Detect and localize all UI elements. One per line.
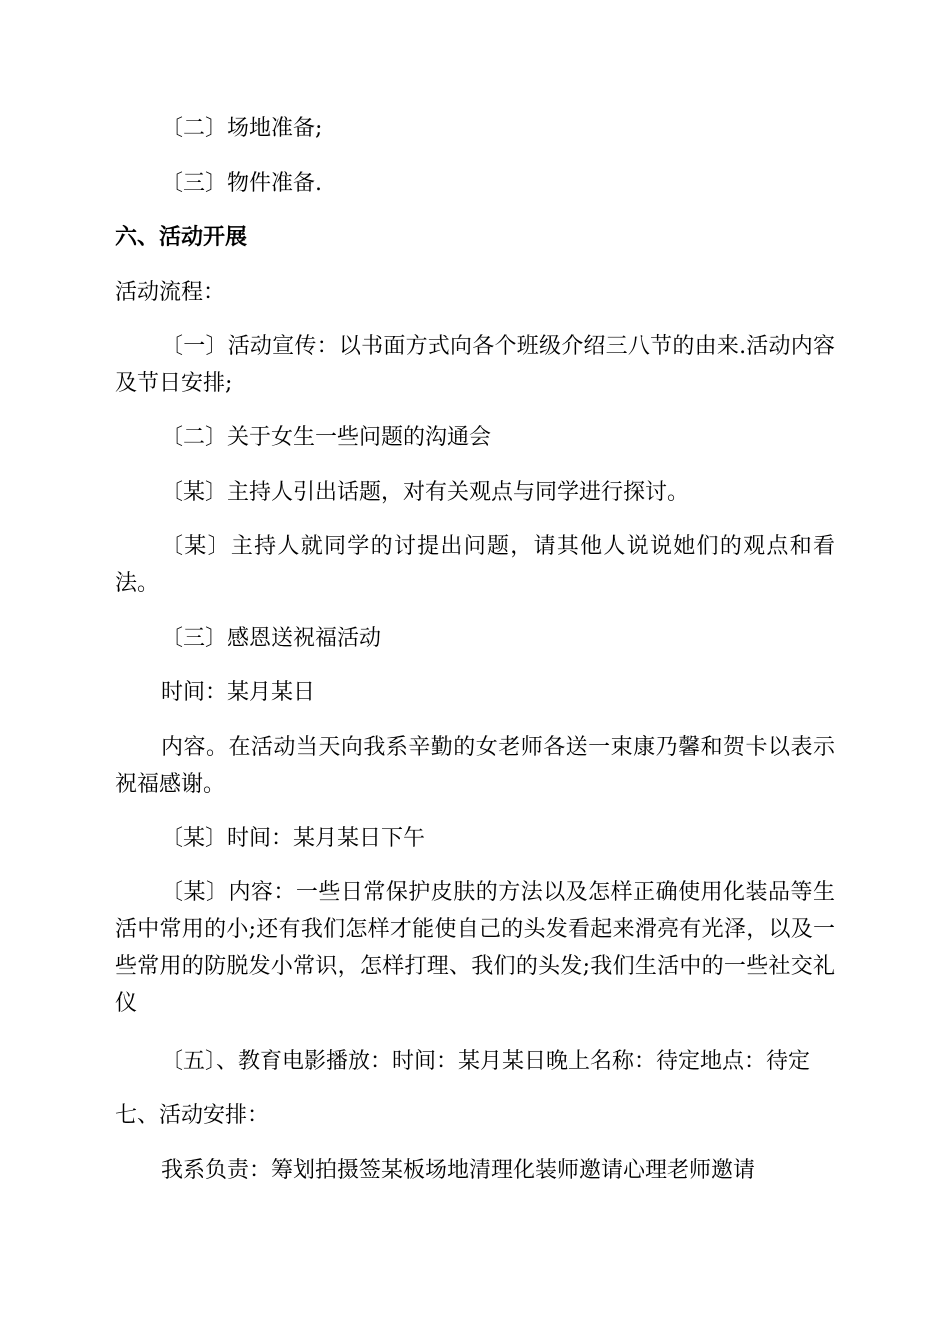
department-responsibility-line: 我系负责：筹划拍摄签某板场地清理化装师邀请心理老师邀请 xyxy=(161,1158,756,1183)
activity-flow-label: 活动流程： xyxy=(115,280,226,305)
section-heading-arrangements: 七、活动安排： xyxy=(115,1103,270,1128)
afternoon-time-line: 〔某〕时间：某月某日下午 xyxy=(161,826,426,851)
time-line: 时间：某月某日 xyxy=(161,680,316,705)
communication-meeting-line: 〔二〕关于女生一些问题的沟通会 xyxy=(161,425,492,450)
content-paragraph: 内容。在活动当天向我系辛勤的女老师各送一束康乃馨和贺卡以表示祝福感谢。 xyxy=(115,735,835,797)
section-heading-activities: 六、活动开展 xyxy=(115,224,248,250)
host-topic-line: 〔某〕主持人引出话题，对有关观点与同学进行探讨。 xyxy=(161,480,690,505)
skincare-content-paragraph: 〔某〕内容：一些日常保护皮肤的方法以及怎样正确使用化装品等生活中常用的小;还有我们怎样才能使自己的头发看起来滑亮有光泽，以及一些常用的防脱发小常识，怎样打理、我们的头发;我们生活中的一些社交礼仪 xyxy=(115,880,835,1016)
movie-screening-line: 〔五〕、教育电影播放：时间：某月某日晚上名称：待定地点：待定 xyxy=(161,1049,811,1074)
publicity-paragraph: 〔一〕活动宣传：以书面方式向各个班级介绍三八节的由来.活动内容及节日安排; xyxy=(115,334,835,396)
gratitude-activity-line: 〔三〕感恩送祝福活动 xyxy=(161,626,382,651)
host-question-paragraph: 〔某〕主持人就同学的讨提出问题，请其他人说说她们的观点和看法。 xyxy=(115,534,835,596)
venue-preparation-line: 〔二〕场地准备; xyxy=(161,116,323,141)
items-preparation-line: 〔三〕物件准备. xyxy=(161,171,322,196)
